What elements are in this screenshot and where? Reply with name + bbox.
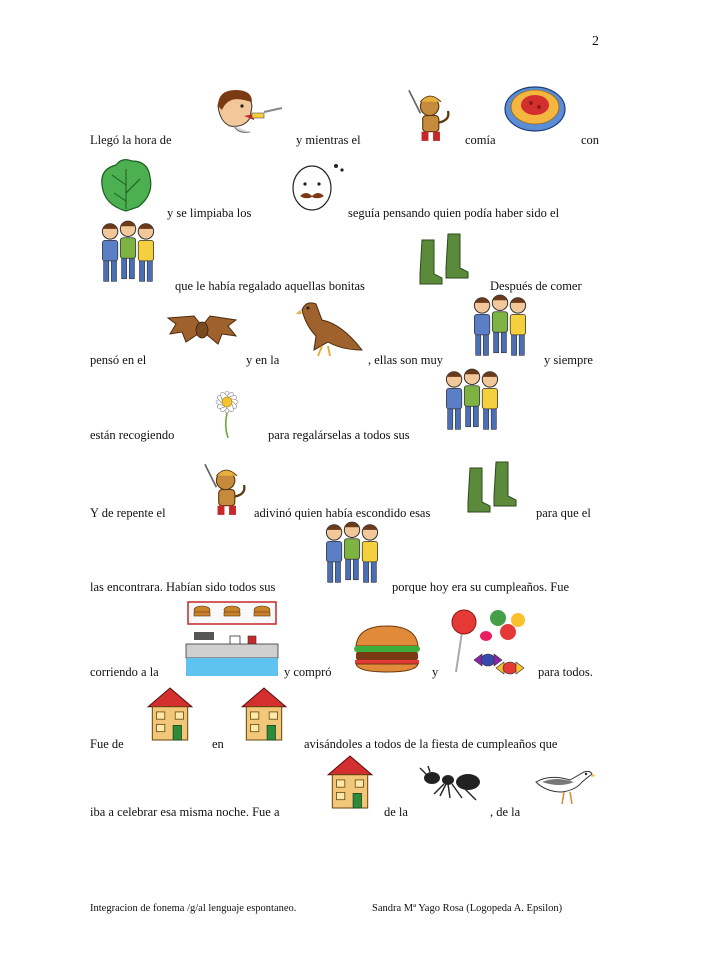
text-line-10-a: iba a celebrar esa misma noche. Fue a [90, 805, 280, 819]
candies-icon [446, 606, 528, 678]
friends-icon [468, 300, 532, 362]
page-number: 2 [592, 34, 599, 49]
house-icon [328, 756, 372, 808]
friends-icon [96, 226, 160, 288]
shop-icon [186, 600, 278, 678]
text-line-1-b: y mientras el [296, 133, 361, 147]
text-line-3-a: que le había regalado aquellas bonitas [175, 279, 365, 293]
text-line-1-c: comía [465, 133, 496, 147]
text-line-9-a: Fue de [90, 737, 124, 751]
cat-with-sword-icon [196, 456, 246, 518]
text-line-1-a: Llegó la hora de [90, 133, 172, 147]
friends-icon [320, 527, 384, 589]
seagull-icon [530, 762, 596, 808]
text-line-4-d: y siempre [544, 353, 593, 367]
text-line-4-c: , ellas son muy [368, 353, 443, 367]
boots-icon [418, 234, 478, 286]
eating-icon [214, 88, 286, 136]
text-line-5-b: para regalárselas a todos sus [268, 428, 410, 442]
eagle-icon [292, 296, 368, 360]
footer-right: Sandra Mª Yago Rosa (Logopeda A. Epsilon) [372, 903, 563, 914]
text-line-4-b: y en la [246, 353, 280, 367]
text-line-7-a: las encontrara. Habían sido todos sus [90, 580, 276, 594]
text-line-2-a: y se limpiaba los [167, 206, 252, 220]
house-icon [242, 688, 286, 740]
text-line-5-a: están recogiendo [90, 428, 175, 442]
text-line-8-c: y [432, 665, 439, 679]
text-line-10-b: de la [384, 805, 408, 819]
lettuce-icon [96, 155, 156, 213]
text-line-9-b: en [212, 737, 224, 751]
text-line-3-b: Después de comer [490, 279, 582, 293]
text-line-8-b: y compró [284, 665, 332, 679]
ant-icon [418, 766, 488, 802]
face-mustache-icon [284, 160, 348, 212]
house-icon [148, 688, 192, 740]
text-line-8-a: corriendo a la [90, 665, 159, 679]
text-line-6-a: Y de repente el [90, 506, 166, 520]
text-line-6-c: para que el [536, 506, 591, 520]
text-line-1-d: con [581, 133, 600, 147]
text-line-6-b: adivinó quien había escondido esas [254, 506, 431, 520]
text-line-7-b: porque hoy era su cumpleaños. Fue [392, 580, 570, 594]
flower-icon [204, 386, 250, 438]
bat-icon [164, 310, 240, 350]
text-line-8-d: para todos. [538, 665, 593, 679]
friends-icon [440, 374, 504, 436]
text-line-2-b: seguía pensando quien podía haber sido el [348, 206, 560, 220]
text-line-4-a: pensó en el [90, 353, 147, 367]
hamburger-icon [352, 624, 422, 674]
boots-icon [466, 462, 526, 514]
spaghetti-icon [503, 83, 567, 135]
cat-with-sword-icon [400, 82, 450, 144]
text-line-10-c: , de la [490, 805, 521, 819]
footer-left: Integracion de fonema /g/al lenguaje espontaneo. [90, 903, 297, 914]
text-line-9-c: avisándoles a todos de la fiesta de cumpleaños que [304, 737, 558, 751]
